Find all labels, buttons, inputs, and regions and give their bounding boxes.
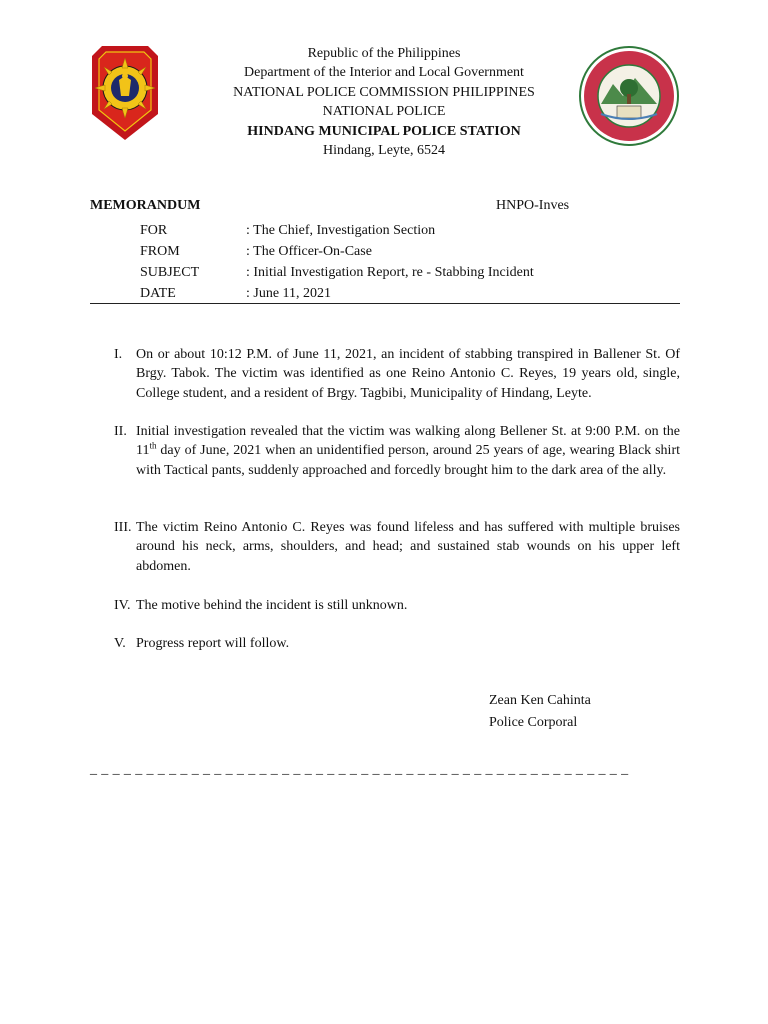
field-from-label: FROM <box>140 244 180 259</box>
header-napolcom: NATIONAL POLICE COMMISSION PHILIPPINES <box>233 84 535 100</box>
paragraph-text: The motive behind the incident is still unknown. <box>136 598 408 613</box>
letterhead <box>168 44 600 160</box>
paragraph-text: Initial investigation revealed that the victim was walking along Bellener St. at 9:00 P.M. on the 11th day of June, 2021 when an unidentified person, around 25 years of age, wearing Black shirt with Tactical pants, suddenly approached and forcedly brought him to the dark area of the ally. <box>136 424 680 478</box>
header-station: HINDANG MUNICIPAL POLICE STATION <box>247 123 521 139</box>
paragraph-number: IV. <box>114 598 131 613</box>
signatory-rank: Police Corporal <box>489 715 578 730</box>
header-address: Hindang, Leyte, 6524 <box>322 143 446 159</box>
memo-code: HNPO-Inves <box>496 198 570 213</box>
field-subject-label: SUBJECT <box>140 265 200 280</box>
field-for-value: : The Chief, Investigation Section <box>246 223 436 238</box>
field-subject-value: : Initial Investigation Report, re - Stabbing Incident <box>246 265 534 280</box>
signatory-name: Zean Ken Cahinta <box>489 693 591 708</box>
paragraph-number: II. <box>114 424 127 439</box>
paragraph-text: On or about 10:12 P.M. of June 11, 2021, an incident of stabbing transpired in Ballener St. Of Brgy. Tabok. The victim was identified as one Reino Antonio C. Reyes, 19 years old, single, College student, and a resident of Brgy. Tagbibi, Municipality of Hindang, Leyte. <box>136 347 680 401</box>
field-date-value: : June 11, 2021 <box>246 286 332 301</box>
header-divider <box>90 303 680 304</box>
paragraph-text: The victim Reino Antonio C. Reyes was found lifeless and has suffered with multiple bruises around his neck, arms, shoulders, and head; and sustained stab wounds on his upper left abdomen. <box>136 520 680 574</box>
dashed-separator: _ _ _ _ _ _ _ _ _ _ _ _ _ _ _ _ _ _ _ _ _ _ _ _ _ _ _ _ _ _ _ _ _ _ _ _ _ _ _ _ _ _ _ _ _ _ _ _ <box>90 762 629 777</box>
header-department: Department of the Interior and Local Government <box>244 65 524 81</box>
paragraph-number: V. <box>114 636 126 651</box>
paragraph-number: III. <box>114 520 132 535</box>
field-date-label: DATE <box>140 286 176 301</box>
field-for-label: FOR <box>140 223 168 238</box>
header-republic: Republic of the Philippines <box>307 46 461 61</box>
paragraph-text: Progress report will follow. <box>136 636 290 651</box>
pnp-seal-icon <box>92 44 158 140</box>
paragraph-number: I. <box>114 347 123 362</box>
field-from-value: : The Officer-On-Case <box>246 244 372 259</box>
header-national-police: NATIONAL POLICE <box>322 104 446 120</box>
memo-title: MEMORANDUM <box>90 198 201 213</box>
